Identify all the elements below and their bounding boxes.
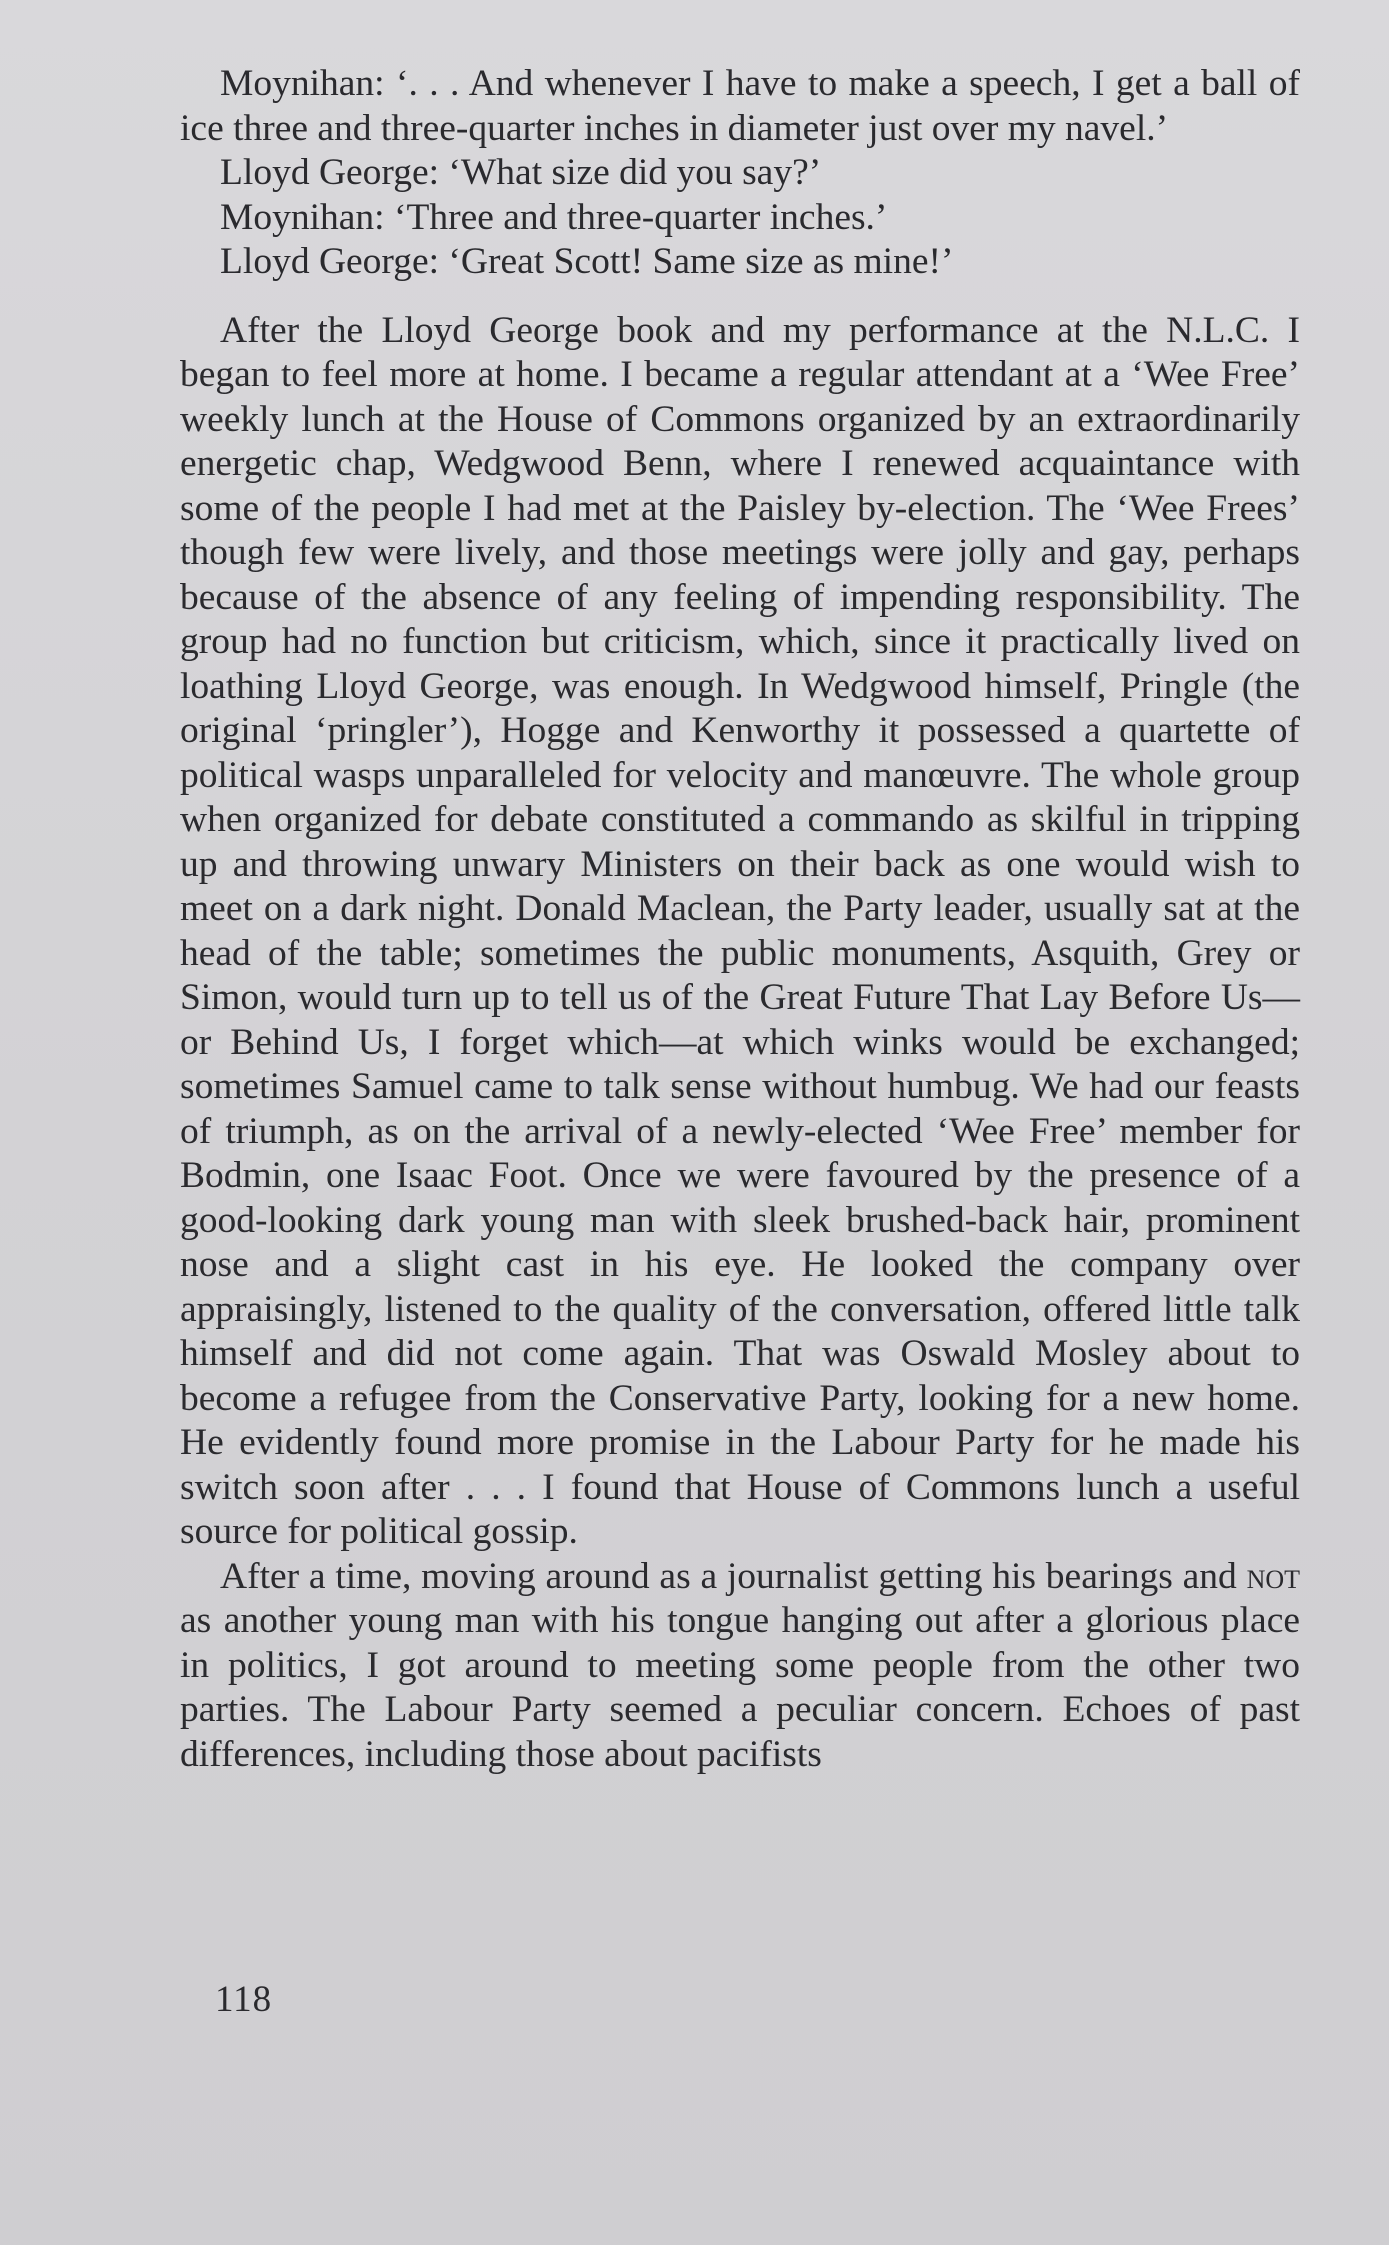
dialogue-line: Moynihan: ‘. . . And whenever I have to make a speech, I get a ball of ice three and three-quarter inches in diameter just over my navel.’ — [180, 63, 1300, 149]
body-text — [180, 62, 1300, 1777]
paragraph: After the Lloyd George book and my performance at the N.L.C. I began to feel more at home. I became a regular attendant at a ‘Wee Free’ weekly lunch at the House of Commons organized by an extraordinarily energetic chap, Wedgwood Benn, where I renewed acquaintance with some of the people I had met at the Paisley by-election. The ‘Wee Frees’ though few were lively, and those meetings were jolly and gay, perhaps because of the absence of any feeling of impending responsibility. The group had no function but criticism, which, since it practically lived on loathing Lloyd George, was enough. In Wedgwood himself, Pringle (the original ‘pringler’), Hogge and Kenworthy it possessed a quartette of political wasps unparalleled for velocity and manœuvre. The whole group when organized for debate constituted a commando as skilful in tripping up and throwing unwary Ministers on their back as one would wish to meet on a dark night. Donald Maclean, the Party leader, usually sat at the head of the table; sometimes the public monuments, Asquith, Grey or Simon, would turn up to tell us of the Great Future That Lay Before Us—or Behind Us, I forget which—at which winks would be exchanged; sometimes Samuel came to talk sense without humbug. We had our feasts of triumph, as on the arrival of a newly-elected ‘Wee Free’ member for Bodmin, one Isaac Foot. Once we were favoured by the presence of a good-looking dark young man with sleek brushed-back hair, prominent nose and a slight cast in his eye. He looked the company over appraisingly, listened to the quality of the conversation, offered little talk himself and did not come again. That was Oswald Mosley about to become a refugee from the Conservative Party, looking for a new home. He evidently found more promise in the Labour Party for he made his switch soon after . . . I found that House of Commons lunch a useful source for political gossip. — [180, 309, 1300, 1552]
paragraph — [180, 1555, 1300, 1778]
dialogue-line: Lloyd George: ‘Great Scott! Same size as mine!’ — [220, 241, 954, 282]
page-number: 118 — [215, 1979, 273, 2020]
paragraph-text: as another young man with his tongue hanging out after a glorious place in politics, I got around to meeting some people from the other two parties. The Labour Party seemed a peculiar concern. Echoes of past differences, including those about pacifists — [180, 1600, 1300, 1775]
dialogue-line: Lloyd George: ‘What size did you say?’ — [220, 152, 822, 193]
emphasis-word: not — [1246, 1555, 1300, 1597]
paragraph-text: After a time, moving around as a journalist getting his bearings and — [220, 1555, 1247, 1597]
dialogue-line: Moynihan: ‘Three and three-quarter inches.’ — [220, 196, 888, 238]
